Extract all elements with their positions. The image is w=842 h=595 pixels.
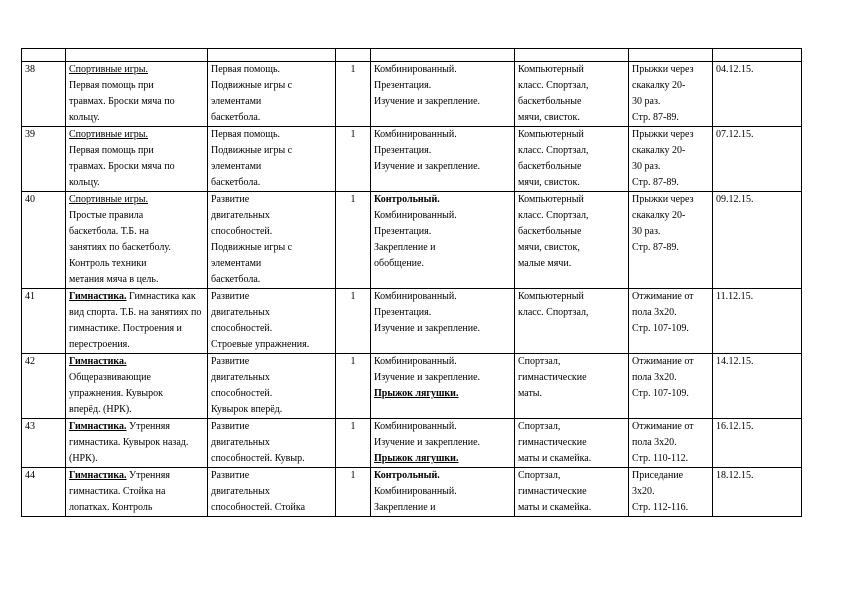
empty-cell: [629, 49, 713, 62]
equipment-cell: [515, 62, 629, 127]
cell-text: 3х20.: [632, 486, 655, 497]
cell-text: Стр. 107-109.: [632, 388, 689, 399]
lesson-type-cell: [371, 289, 515, 354]
cell-text: баскетбола.: [211, 112, 261, 123]
topic-cell: [66, 354, 208, 419]
cell-text: 1: [350, 64, 356, 75]
cell-text: Комбинированный.: [374, 421, 457, 432]
hours-cell: [336, 127, 371, 192]
cell-text: Изучение и закрепление.: [374, 161, 481, 172]
cell-text: 16.12.15.: [716, 421, 754, 432]
cell-text: 30 раз.: [632, 96, 661, 107]
equipment-cell: [515, 354, 629, 419]
cell-text: 1: [350, 129, 356, 140]
cell-text: Утренняя гимнастика. Стойка на лопатках. Контроль: [69, 470, 170, 513]
cell-text: мячи, свисток.: [518, 112, 580, 123]
homework-cell: [629, 192, 713, 289]
cell-text: Контрольный.: [374, 194, 440, 205]
cell-text: травмах. Броски мяча по: [69, 96, 175, 107]
equipment-cell: [515, 289, 629, 354]
topic-cell: [66, 468, 208, 517]
cell-text: баскетбольные: [518, 161, 582, 172]
lesson-number-cell: [22, 62, 66, 127]
cell-text: Отжимание от: [632, 421, 694, 432]
cell-text: способностей.: [211, 226, 273, 237]
cell-text: 1: [350, 421, 356, 432]
cell-text: 18.12.15.: [716, 470, 754, 481]
topic-cell: [66, 62, 208, 127]
date-cell: [713, 354, 802, 419]
cell-text: способностей.: [211, 388, 273, 399]
cell-text: Контрольный.: [374, 470, 440, 481]
cell-text: 14.12.15.: [716, 356, 754, 367]
content-cell: [208, 62, 336, 127]
cell-text: Закрепление и: [374, 502, 436, 513]
topic-cell: [66, 419, 208, 468]
lesson-type-cell: [371, 468, 515, 517]
cell-text: пола 3х20.: [632, 307, 677, 318]
lesson-number-cell: [22, 354, 66, 419]
cell-text: двигательных: [211, 210, 270, 221]
cell-text: мячи, свисток.: [518, 177, 580, 188]
hours-cell: [336, 468, 371, 517]
cell-text: Утренняя гимнастика. Кувырок назад. (НРК).: [69, 421, 189, 464]
cell-text: Изучение и закрепление.: [374, 323, 481, 334]
cell-text: вперёд. (НРК).: [69, 404, 132, 415]
cell-text: Первая помощь.: [211, 64, 281, 75]
cell-text: двигательных: [211, 486, 270, 497]
cell-text: 07.12.15.: [716, 129, 754, 140]
equipment-cell: [515, 127, 629, 192]
cell-text: маты.: [518, 388, 543, 399]
cell-text: двигательных: [211, 437, 270, 448]
cell-text: Простые правила: [69, 210, 144, 221]
table-row: [22, 289, 802, 354]
cell-text: Презентация.: [374, 80, 432, 91]
date-cell: [713, 192, 802, 289]
cell-text: Контроль техники: [69, 258, 147, 269]
date-cell: [713, 62, 802, 127]
cell-text: упражнения. Кувырок: [69, 388, 164, 399]
cell-text: 44: [25, 470, 35, 481]
cell-text: Строевые упражнения.: [211, 339, 310, 350]
cell-text: Развитие: [211, 356, 250, 367]
cell-text: класс. Спортзал,: [518, 307, 589, 318]
cell-text: способностей. Кувыр.: [211, 453, 305, 464]
cell-text: Презентация.: [374, 145, 432, 156]
content-cell: [208, 127, 336, 192]
content-cell: [208, 289, 336, 354]
cell-text: Стр. 110-112.: [632, 453, 689, 464]
cell-text: Прыжок лягушки.: [374, 453, 459, 464]
cell-text: скакалку 20-: [632, 80, 686, 91]
cell-text: Компьютерный: [518, 194, 584, 205]
cell-text: Компьютерный: [518, 64, 584, 75]
topic-cell: [66, 192, 208, 289]
table-row: [22, 468, 802, 517]
cell-text: Презентация.: [374, 226, 432, 237]
cell-text: класс. Спортзал,: [518, 210, 589, 221]
cell-text: Развитие: [211, 470, 250, 481]
lesson-number-cell: [22, 419, 66, 468]
lesson-number-cell: [22, 192, 66, 289]
table-row: [22, 62, 802, 127]
cell-text: Комбинированный.: [374, 291, 457, 302]
cell-text: Гимнастика.: [69, 291, 127, 302]
hours-cell: [336, 289, 371, 354]
cell-text: 43: [25, 421, 35, 432]
cell-text: гимнастические: [518, 437, 587, 448]
content-cell: [208, 192, 336, 289]
content-cell: [208, 354, 336, 419]
cell-text: пола 3х20.: [632, 437, 677, 448]
cell-text: маты и скамейка.: [518, 502, 592, 513]
cell-text: кольцу.: [69, 112, 100, 123]
cell-text: класс. Спортзал,: [518, 80, 589, 91]
cell-text: Прыжки через: [632, 129, 694, 140]
cell-text: баскетбола. Т.Б. на: [69, 226, 149, 237]
lesson-type-cell: [371, 62, 515, 127]
table-body: [22, 49, 802, 517]
cell-text: Стр. 112-116.: [632, 502, 689, 513]
hours-cell: [336, 354, 371, 419]
cell-text: баскетбольные: [518, 226, 582, 237]
lesson-number-cell: [22, 127, 66, 192]
cell-text: гимнастические: [518, 372, 587, 383]
lesson-plan-table: [21, 48, 802, 517]
lesson-type-cell: [371, 127, 515, 192]
content-cell: [208, 468, 336, 517]
cell-text: Кувырок вперёд.: [211, 404, 283, 415]
empty-cell: [336, 49, 371, 62]
cell-text: баскетбольные: [518, 96, 582, 107]
empty-cell: [713, 49, 802, 62]
cell-text: Первая помощь при: [69, 145, 154, 156]
cell-text: способностей. Стойка: [211, 502, 306, 513]
cell-text: Спортзал,: [518, 470, 561, 481]
empty-cell: [66, 49, 208, 62]
cell-text: Приседание: [632, 470, 684, 481]
cell-text: элементами: [211, 161, 262, 172]
cell-text: 09.12.15.: [716, 194, 754, 205]
table-row: [22, 127, 802, 192]
table-row: [22, 354, 802, 419]
cell-text: 41: [25, 291, 35, 302]
cell-text: Изучение и закрепление.: [374, 96, 481, 107]
date-cell: [713, 127, 802, 192]
hours-cell: [336, 419, 371, 468]
table-row: [22, 192, 802, 289]
cell-text: Комбинированный.: [374, 64, 457, 75]
cell-text: Прыжки через: [632, 194, 694, 205]
cell-text: Общеразвивающие: [69, 372, 151, 383]
cell-text: 1: [350, 194, 356, 205]
cell-text: 39: [25, 129, 35, 140]
cell-text: элементами: [211, 258, 262, 269]
cell-text: Гимнастика.: [69, 421, 127, 432]
cell-text: Подвижные игры с: [211, 145, 293, 156]
cell-text: гимнастические: [518, 486, 587, 497]
cell-text: кольцу.: [69, 177, 100, 188]
cell-text: Спортзал,: [518, 421, 561, 432]
cell-text: Гимнастика.: [69, 356, 127, 367]
empty-cell: [515, 49, 629, 62]
cell-text: Спортивные игры.: [69, 129, 149, 140]
cell-text: метания мяча в цель.: [69, 274, 159, 285]
cell-text: Изучение и закрепление.: [374, 372, 481, 383]
cell-text: Спортзал,: [518, 356, 561, 367]
date-cell: [713, 468, 802, 517]
cell-text: Подвижные игры с: [211, 80, 293, 91]
cell-text: 40: [25, 194, 35, 205]
equipment-cell: [515, 468, 629, 517]
cell-text: занятиях по баскетболу.: [69, 242, 171, 253]
cell-text: Стр. 87-89.: [632, 112, 679, 123]
cell-text: 1: [350, 470, 356, 481]
homework-cell: [629, 62, 713, 127]
empty-cell: [22, 49, 66, 62]
cell-text: Гимнастика как вид спорта. Т.Б. на занятиях по гимнастике. Построения и перестроения.: [69, 291, 202, 350]
cell-text: Стр. 87-89.: [632, 177, 679, 188]
cell-text: Отжимание от: [632, 356, 694, 367]
empty-cell: [371, 49, 515, 62]
equipment-cell: [515, 419, 629, 468]
lesson-type-cell: [371, 192, 515, 289]
cell-text: маты и скамейка.: [518, 453, 592, 464]
cell-text: элементами: [211, 96, 262, 107]
blank-header-row: [22, 49, 802, 62]
date-cell: [713, 419, 802, 468]
cell-text: малые мячи.: [518, 258, 572, 269]
topic-cell: [66, 127, 208, 192]
cell-text: Комбинированный.: [374, 129, 457, 140]
cell-text: 11.12.15.: [716, 291, 754, 302]
cell-text: Подвижные игры с: [211, 242, 293, 253]
cell-text: Развитие: [211, 421, 250, 432]
homework-cell: [629, 468, 713, 517]
cell-text: Отжимание от: [632, 291, 694, 302]
cell-text: баскетбола.: [211, 274, 261, 285]
cell-text: способностей.: [211, 323, 273, 334]
cell-text: Компьютерный: [518, 291, 584, 302]
date-cell: [713, 289, 802, 354]
cell-text: травмах. Броски мяча по: [69, 161, 175, 172]
cell-text: Стр. 107-109.: [632, 323, 689, 334]
empty-cell: [208, 49, 336, 62]
cell-text: обобщение.: [374, 258, 424, 269]
cell-text: Стр. 87-89.: [632, 242, 679, 253]
lesson-number-cell: [22, 468, 66, 517]
equipment-cell: [515, 192, 629, 289]
cell-text: класс. Спортзал,: [518, 145, 589, 156]
cell-text: Прыжки через: [632, 64, 694, 75]
cell-text: баскетбола.: [211, 177, 261, 188]
cell-text: мячи, свисток,: [518, 242, 580, 253]
hours-cell: [336, 62, 371, 127]
cell-text: скакалку 20-: [632, 210, 686, 221]
cell-text: двигательных: [211, 372, 270, 383]
cell-text: Спортивные игры.: [69, 64, 149, 75]
cell-text: 04.12.15.: [716, 64, 754, 75]
cell-text: Спортивные игры.: [69, 194, 149, 205]
lesson-type-cell: [371, 354, 515, 419]
content-cell: [208, 419, 336, 468]
homework-cell: [629, 419, 713, 468]
cell-text: Закрепление и: [374, 242, 436, 253]
cell-text: Прыжок лягушки.: [374, 388, 459, 399]
cell-text: 30 раз.: [632, 226, 661, 237]
cell-text: Развитие: [211, 291, 250, 302]
cell-text: 42: [25, 356, 35, 367]
table-row: [22, 419, 802, 468]
cell-text: Презентация.: [374, 307, 432, 318]
cell-text: Гимнастика.: [69, 470, 127, 481]
cell-text: 38: [25, 64, 35, 75]
cell-text: Комбинированный.: [374, 356, 457, 367]
cell-text: 1: [350, 291, 356, 302]
homework-cell: [629, 127, 713, 192]
cell-text: Компьютерный: [518, 129, 584, 140]
cell-text: 1: [350, 356, 356, 367]
cell-text: Развитие: [211, 194, 250, 205]
cell-text: 30 раз.: [632, 161, 661, 172]
cell-text: Изучение и закрепление.: [374, 437, 481, 448]
topic-cell: [66, 289, 208, 354]
cell-text: Комбинированный.: [374, 486, 457, 497]
cell-text: двигательных: [211, 307, 270, 318]
cell-text: пола 3х20.: [632, 372, 677, 383]
hours-cell: [336, 192, 371, 289]
lesson-type-cell: [371, 419, 515, 468]
cell-text: скакалку 20-: [632, 145, 686, 156]
homework-cell: [629, 289, 713, 354]
homework-cell: [629, 354, 713, 419]
cell-text: Комбинированный.: [374, 210, 457, 221]
cell-text: Первая помощь при: [69, 80, 154, 91]
cell-text: Первая помощь.: [211, 129, 281, 140]
lesson-number-cell: [22, 289, 66, 354]
